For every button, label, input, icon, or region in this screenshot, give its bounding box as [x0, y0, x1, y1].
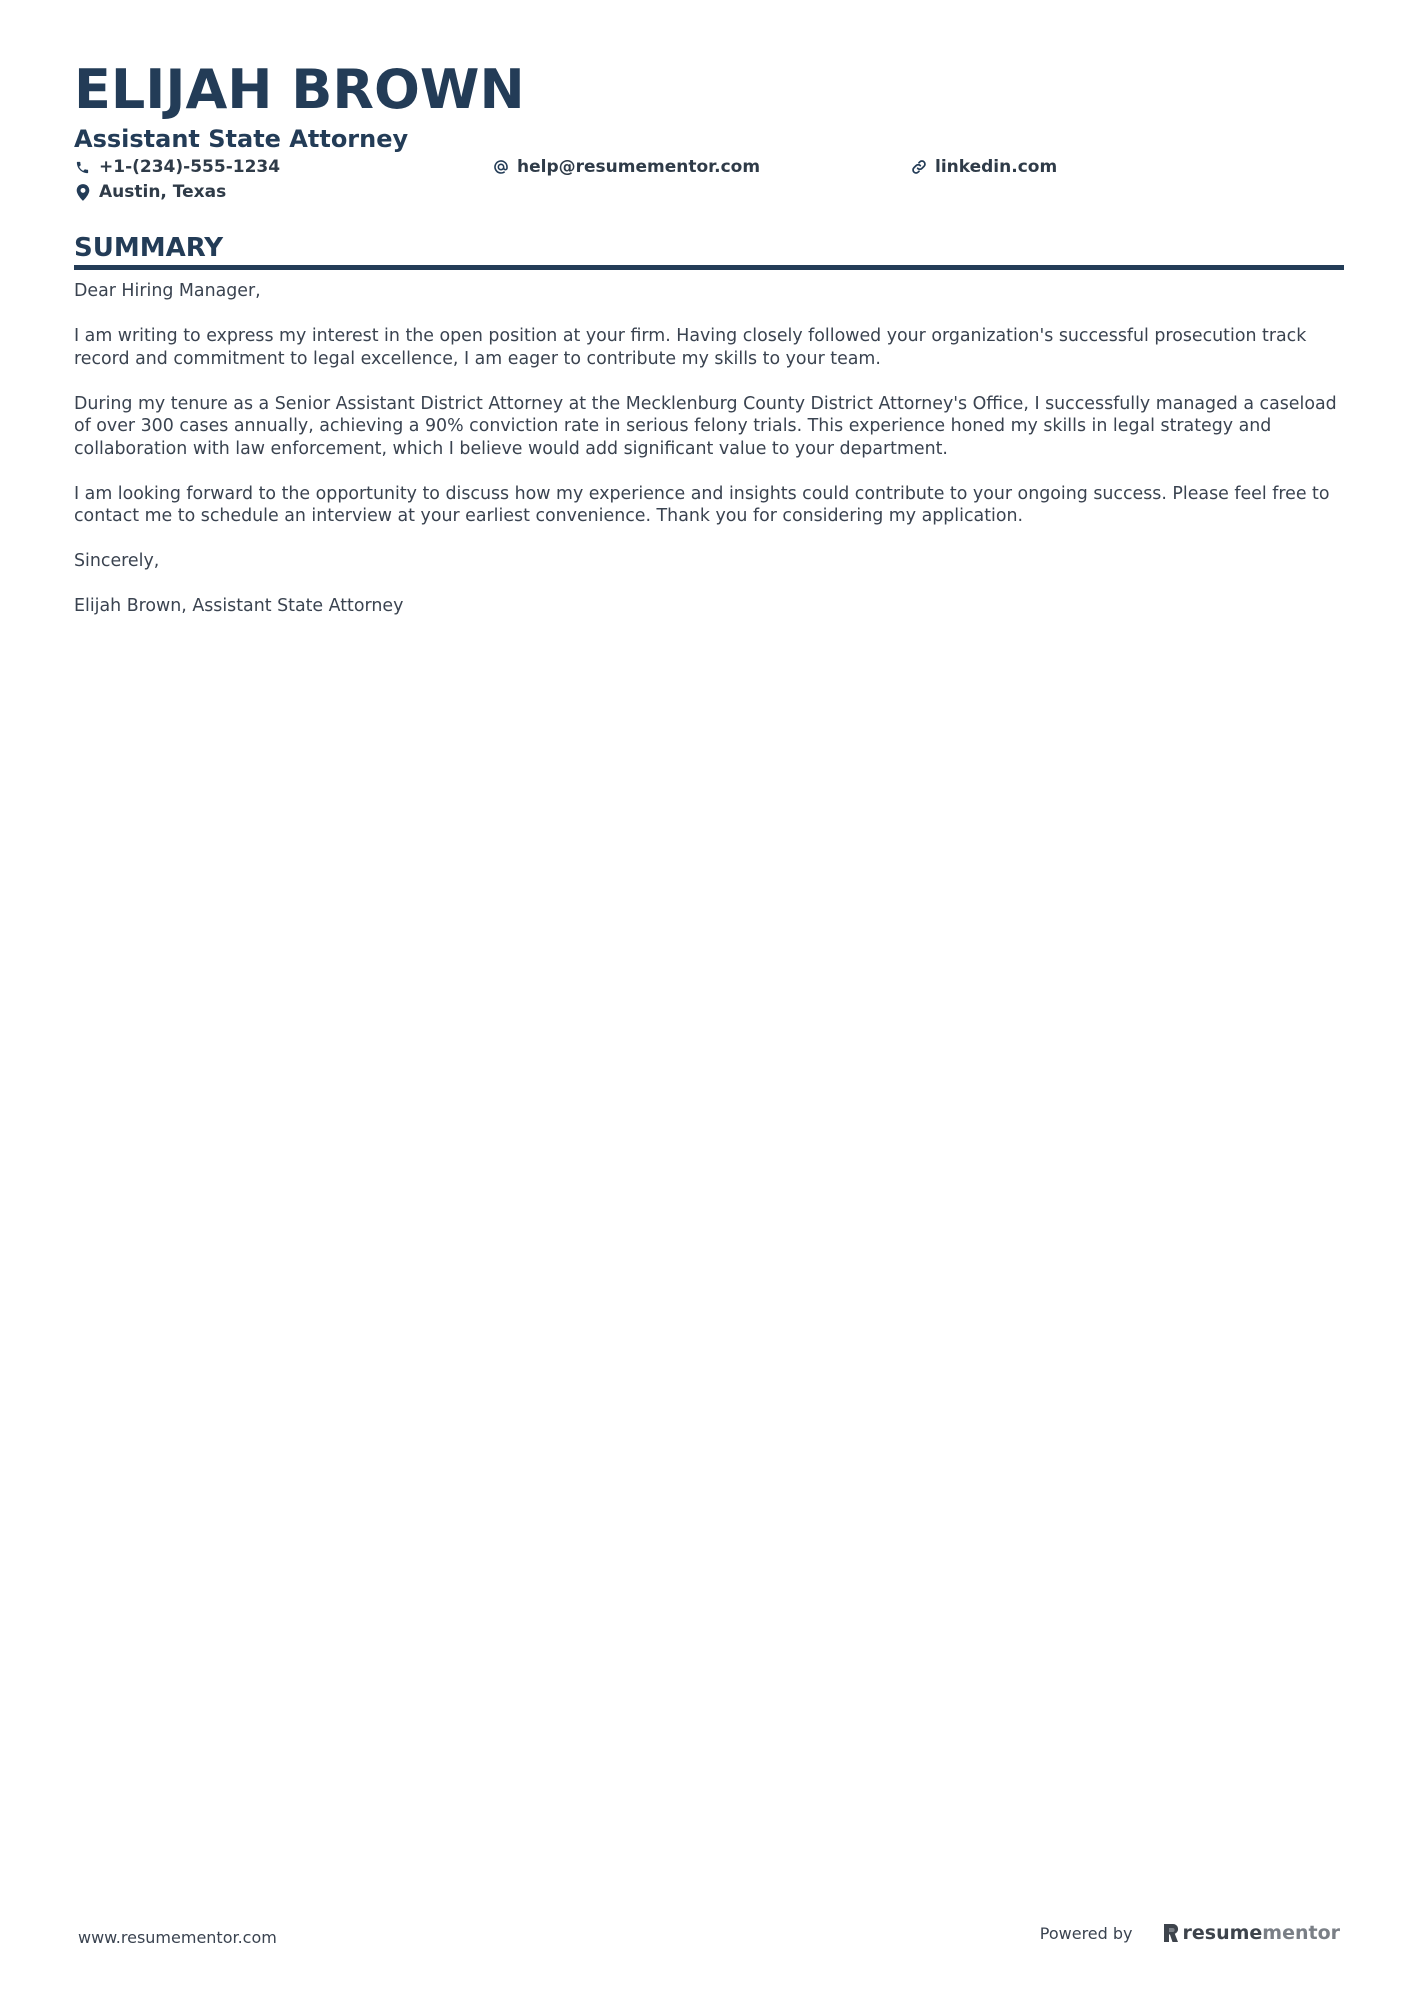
header: [74, 58, 1344, 212]
letter-closing: Sincerely,: [74, 551, 160, 571]
letter-greeting: Dear Hiring Manager,: [74, 281, 261, 301]
map-pin-icon: [74, 184, 91, 201]
powered-by-label: Powered by: [1039, 1923, 1133, 1943]
candidate-name: ELIJAH BROWN: [74, 58, 525, 121]
brand-name-part1: resume: [1182, 1922, 1263, 1944]
brand-logo[interactable]: [1163, 1922, 1341, 1944]
link-icon: [910, 159, 927, 176]
candidate-role: Assistant State Attorney: [74, 125, 409, 153]
contact-email[interactable]: [492, 156, 760, 178]
footer-website[interactable]: www.resumementor.com: [78, 1928, 277, 1947]
email-text[interactable]: help@resumementor.com: [517, 157, 761, 177]
phone-text: +1-(234)-555-1234: [99, 157, 281, 177]
contact-linkedin[interactable]: [910, 156, 1057, 178]
section-title: SUMMARY: [74, 233, 224, 263]
linkedin-text[interactable]: linkedin.com: [935, 157, 1058, 177]
letter-paragraph: I am writing to express my interest in the open position at your firm. Having closely followed your organization's successful prosecution track record and commitment to legal excellence, I am eager to contribute my skills to your team.: [74, 326, 1307, 369]
section-divider: [74, 265, 1344, 270]
summary-section: [74, 232, 1344, 640]
brand-name-part2: mentor: [1262, 1922, 1340, 1944]
contact-phone: [74, 156, 280, 178]
contact-list: [74, 156, 1344, 212]
letter-signature: Elijah Brown, Assistant State Attorney: [74, 596, 404, 616]
letter-paragraph: During my tenure as a Senior Assistant District Attorney at the Mecklenburg County District Attorney's Office, I successfully managed a caseload of over 300 cases annually, achieving a 90% conviction rate in serious felony trials. This experience honed my skills in legal strategy and collaboration with law enforcement, which I believe would add significant value to your department.: [74, 393, 1337, 459]
resumementor-logo-icon: [1163, 1923, 1179, 1943]
at-icon: [492, 159, 509, 176]
phone-icon: [74, 159, 91, 176]
location-text: Austin, Texas: [99, 182, 227, 202]
letter-body: [74, 280, 1344, 618]
contact-location: [74, 181, 226, 203]
footer-branding: [1040, 1922, 1340, 1944]
letter-paragraph: I am looking forward to the opportunity to discuss how my experience and insights could contribute to your ongoing success. Please feel free to contact me to schedule an interview at your earliest convenience. Thank you for considering my application.: [74, 483, 1330, 526]
